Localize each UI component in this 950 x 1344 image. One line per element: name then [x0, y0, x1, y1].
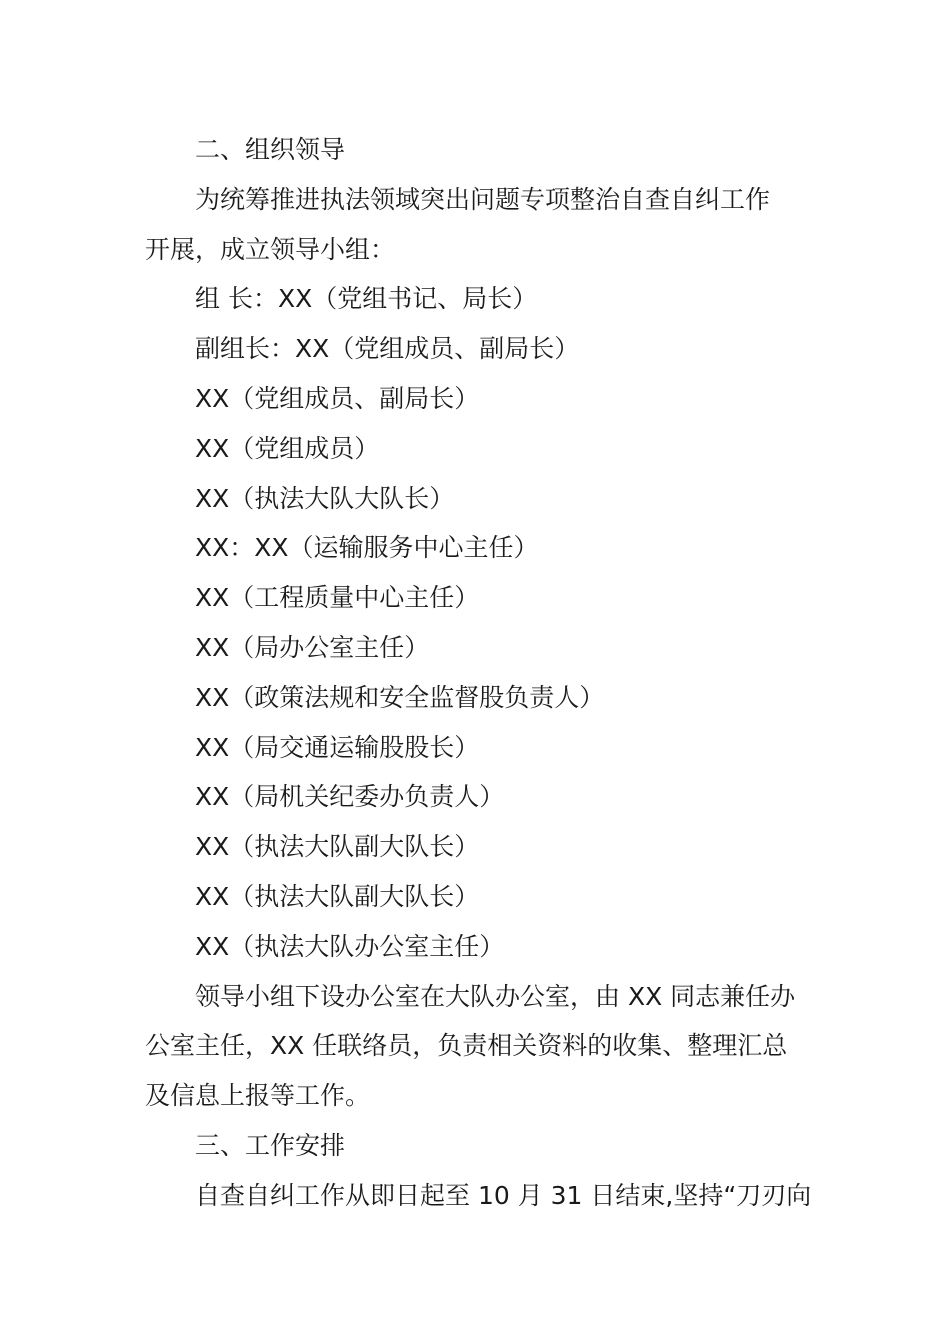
paragraph-line: 自查自纠工作从即日起至 10 月 31 日结束,坚持“刀刃向 [195, 1180, 812, 1210]
member-entry: XX（党组成员） [195, 433, 380, 463]
member-entry: XX（工程质量中心主任） [195, 583, 480, 613]
member-entry: XX（执法大队办公室主任） [195, 931, 505, 961]
section-heading-organization: 二、组织领导 [195, 135, 346, 164]
member-entry: XX（局机关纪委办负责人） [195, 782, 505, 812]
section-heading-work-arrangement: 三、工作安排 [195, 1130, 346, 1160]
paragraph-line: 公室主任，XX 任联络员，负责相关资料的收集、整理汇总 [145, 1031, 788, 1061]
deputy-leader-entry: 副组长：XX（党组成员、副局长） [195, 334, 580, 364]
paragraph-line: 领导小组下设办公室在大队办公室，由 XX 同志兼任办 [195, 981, 796, 1011]
member-entry: XX（政策法规和安全监督股负责人） [195, 682, 605, 712]
member-entry: XX（局办公室主任） [195, 632, 430, 662]
member-entry: XX（执法大队副大队长） [195, 832, 480, 862]
member-entry: XX（党组成员、副局长） [195, 383, 480, 413]
member-entry: XX：XX（运输服务中心主任） [195, 533, 539, 563]
member-entry: XX（局交通运输股股长） [195, 732, 480, 762]
leader-entry: 组 长：XX（党组书记、局长） [195, 284, 538, 314]
member-entry: XX（执法大队副大队长） [195, 881, 480, 911]
paragraph-line: 为统筹推进执法领域突出问题专项整治自查自纠工作 [195, 184, 771, 214]
document-body [145, 125, 810, 1221]
paragraph-line: 及信息上报等工作。 [145, 1081, 371, 1111]
paragraph-line: 开展，成立领导小组： [145, 234, 396, 264]
member-entry: XX（执法大队大队长） [195, 483, 455, 513]
